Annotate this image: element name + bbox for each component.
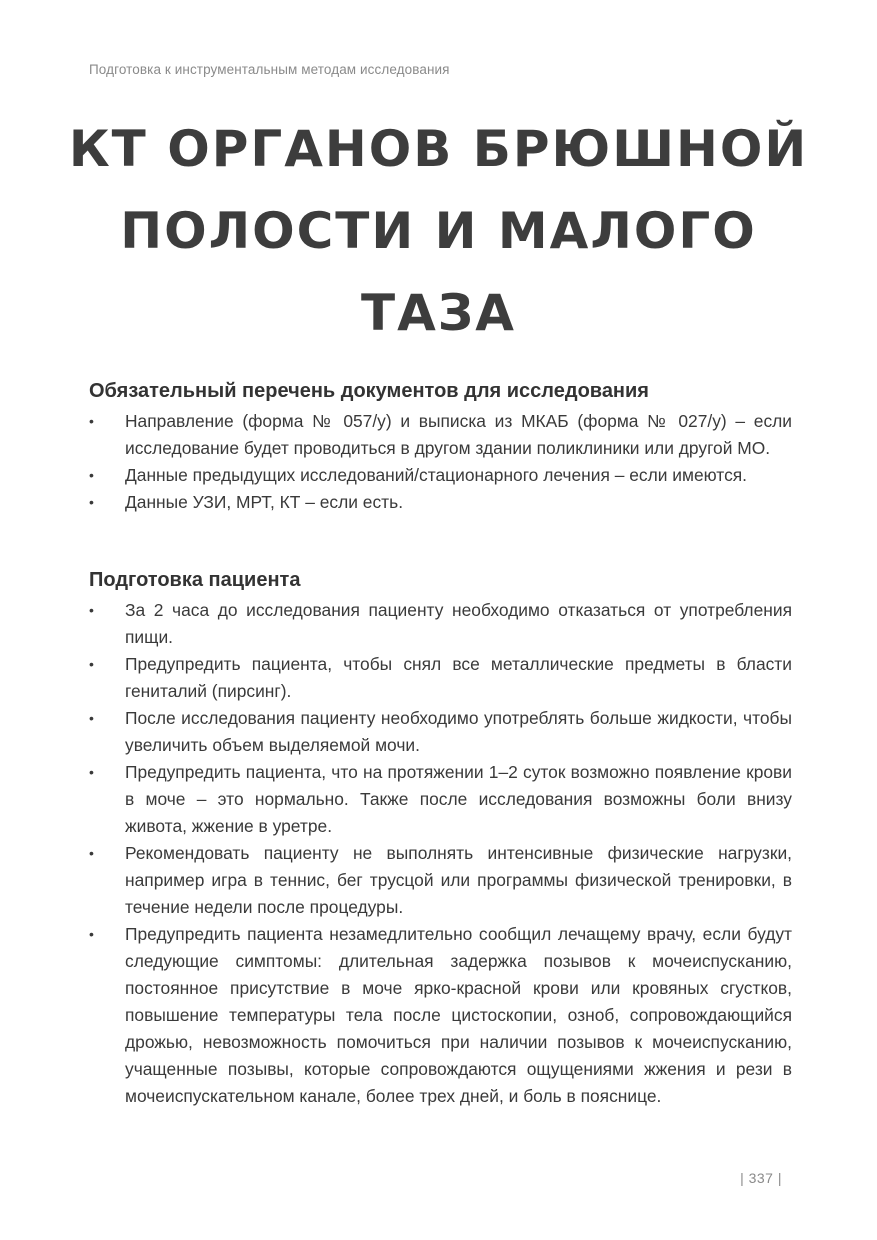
preparation-heading: Подготовка пациента — [89, 569, 301, 591]
list-item — [89, 462, 792, 489]
list-item — [89, 651, 792, 705]
bullet-icon: • — [89, 710, 94, 726]
title-line: КТ ОРГАНОВ БРЮШНОЙ — [68, 120, 809, 178]
list-item-text: Предупредить пациента, что на протяжении 1–2 суток возможно появление крови в моче – это нормально. Также после исследования возможны боли внизу живота, жжение в уретре. — [125, 762, 792, 836]
running-header: Подготовка к инструментальным методам исследования — [89, 62, 450, 77]
title-line: ПОЛОСТИ И МАЛОГО — [120, 202, 757, 260]
documents-section — [89, 378, 792, 516]
list-item — [89, 921, 792, 1110]
list-item-text: Предупредить пациента, чтобы снял все металлические предметы в бласти гениталий (пирсинг). — [125, 654, 792, 701]
page-title — [60, 108, 817, 354]
list-item — [89, 759, 792, 840]
bullet-icon: • — [89, 413, 94, 429]
documents-heading: Обязательный перечень документов для исследования — [89, 380, 649, 402]
list-item-text: За 2 часа до исследования пациенту необходимо отказаться от употребления пищи. — [125, 600, 792, 647]
bullet-icon: • — [89, 926, 94, 942]
list-item — [89, 840, 792, 921]
bullet-icon: • — [89, 602, 94, 618]
preparation-list — [89, 597, 792, 1110]
bullet-icon: • — [89, 656, 94, 672]
list-item-text: Предупредить пациента незамедлительно сообщил лечащему врачу, если будут следующие симптомы: длительная задержка позывов к мочеиспусканию, постоянное присутствие в моче ярко-красной крови или кровяных сгустков, повышение температуры тела после цистоскопии, озноб, сопровождающийся дрожью, невозможность помочиться при наличии позывов к мочеиспусканию, учащенные позывы, которые сопровождаются ощущениями жжения и рези в мочеиспускательном канале, более трех дней, и боль в пояснице. — [125, 924, 792, 1106]
list-item-text: Рекомендовать пациенту не выполнять интенсивные физические нагрузки, например игра в теннис, бег трусцой или программы физической тренировки, в течение недели после процедуры. — [125, 843, 792, 917]
list-item-text: Данные предыдущих исследований/стационарного лечения – если имеются. — [125, 465, 748, 485]
list-item — [89, 597, 792, 651]
preparation-section — [89, 567, 792, 1110]
list-item-text: Направление (форма № 057/у) и выписка из МКАБ (форма № 027/у) – если исследование будет проводиться в другом здании поликлиники или другой МО. — [125, 411, 792, 458]
bullet-icon: • — [89, 494, 94, 510]
documents-list — [89, 408, 792, 516]
list-item — [89, 705, 792, 759]
bullet-icon: • — [89, 845, 94, 861]
bullet-icon: • — [89, 764, 94, 780]
list-item — [89, 489, 792, 516]
list-item — [89, 408, 792, 462]
page-number: | 337 | — [740, 1170, 782, 1186]
bullet-icon: • — [89, 467, 94, 483]
list-item-text: После исследования пациенту необходимо употреблять больше жидкости, чтобы увеличить объем выделяемой мочи. — [125, 708, 792, 755]
list-item-text: Данные УЗИ, МРТ, КТ – если есть. — [125, 492, 404, 512]
title-line: ТАЗА — [360, 284, 517, 342]
